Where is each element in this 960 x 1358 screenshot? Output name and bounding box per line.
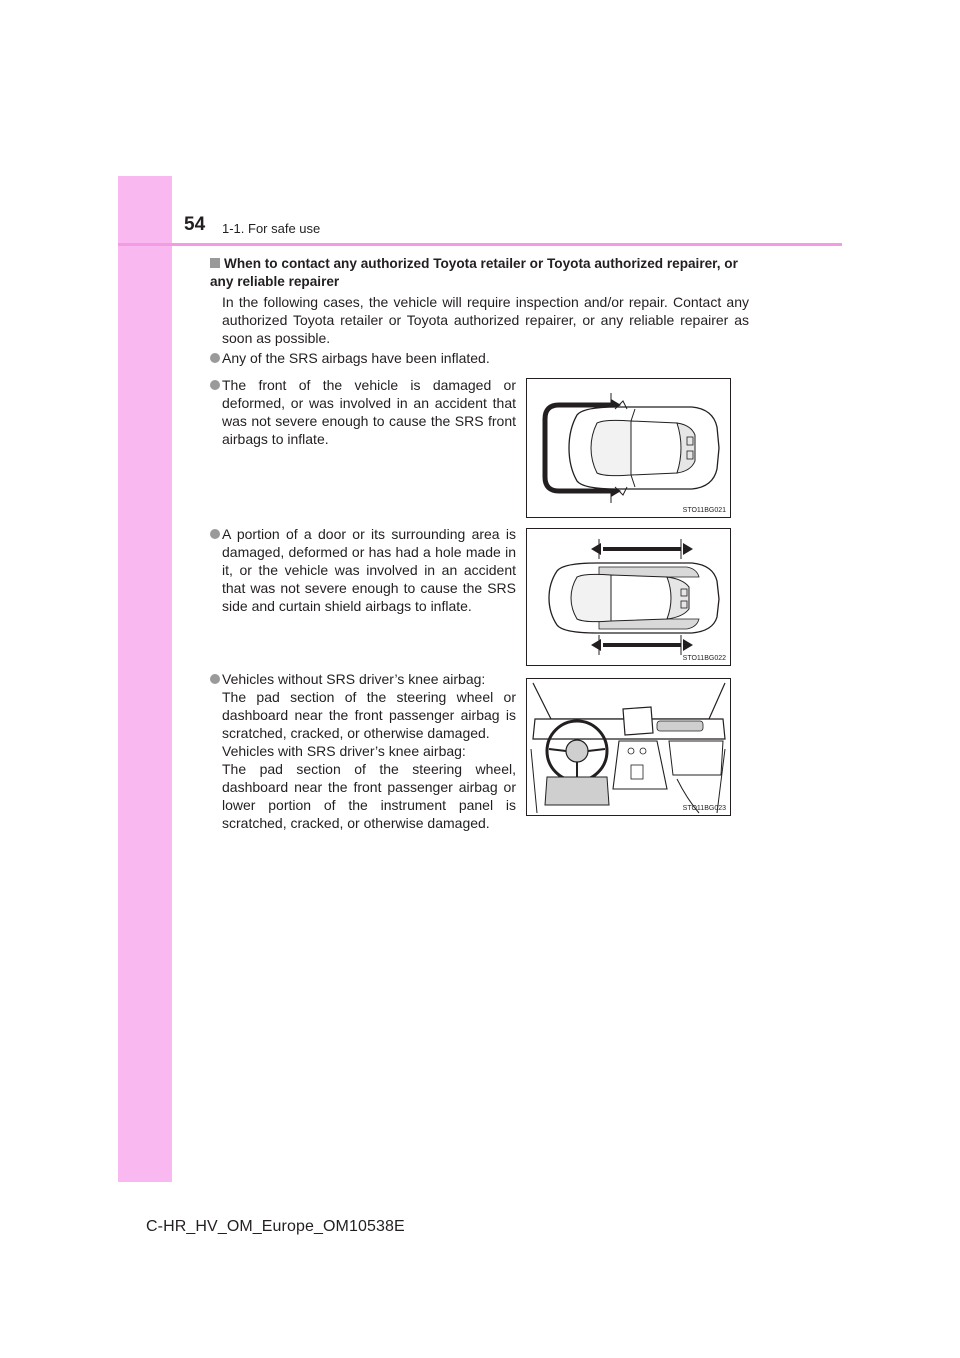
figure-code: STO11BG022	[682, 655, 726, 662]
car-front-damage-illustration	[527, 379, 730, 517]
heading-text: When to contact any authorized Toyota retailer or Toyota authorized repairer, or any reliable repairer	[210, 256, 738, 289]
list-item: A portion of a door or its surrounding area is damaged, deformed or has had a hole made in it, or the vehicle was involved in an accident that was not severe enough to cause the SRS side and curtain shield airbags to inflate.	[210, 525, 516, 615]
bullet-dot-icon	[210, 353, 220, 363]
bullet-dot-icon	[210, 380, 220, 390]
figure-code: STO11BG021	[682, 507, 726, 514]
page-number: 54	[184, 214, 206, 235]
list-item: The front of the vehicle is damaged or deformed, or was involved in an accident that was not severe enough to cause the SRS front airbags to inflate.	[210, 376, 516, 448]
figure-code: STO11BG023	[682, 805, 726, 812]
section-title: 1-1. For safe use	[222, 221, 321, 236]
list-item: Any of the SRS airbags have been inflated.	[210, 349, 750, 367]
square-bullet-icon	[210, 258, 220, 268]
side-tab-band	[118, 176, 172, 1182]
figure-side-damage	[526, 528, 731, 666]
intro-paragraph: In the following cases, the vehicle will require inspection and/or repair. Contact any authorized Toyota retailer or Toyota authorized repairer, or any reliable repairer as soon as possible.	[222, 294, 749, 346]
figure-front-damage	[526, 378, 731, 518]
bullet-dot-icon	[210, 674, 220, 684]
header-rule	[118, 243, 842, 246]
dashboard-airbag-illustration	[527, 679, 730, 815]
footer-doc-id: C-HR_HV_OM_Europe_OM10538E	[146, 1218, 405, 1235]
figure-dashboard	[526, 678, 731, 816]
list-item: Vehicles without SRS driver’s knee airbag: The pad section of the steering wheel or dashboard near the front passenger airbag is scratched, cracked, or otherwise damaged. Vehicles with SRS driver’s knee airbag: The pad section of the steering wheel, dashboard near the front passenger airbag or lower portion of the instrument panel is scratched, cracked, or otherwise damaged.	[210, 670, 516, 832]
bullet-dot-icon	[210, 529, 220, 539]
subsection-heading	[210, 255, 750, 291]
car-side-damage-illustration	[527, 529, 730, 665]
